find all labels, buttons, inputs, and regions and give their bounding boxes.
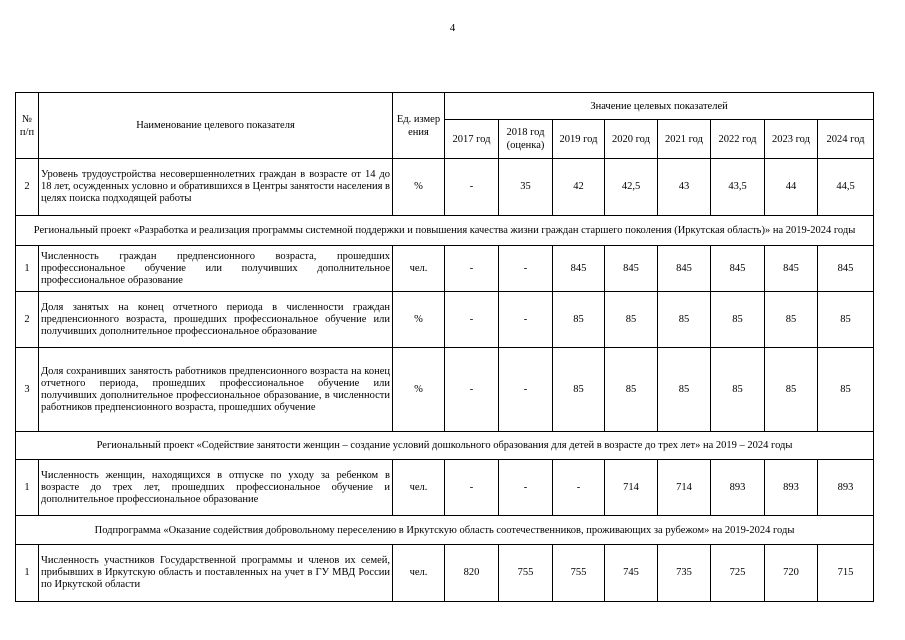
value-cell: 720 xyxy=(765,545,818,602)
value-cell: 845 xyxy=(658,246,711,292)
row-num: 3 xyxy=(16,348,39,432)
value-cell: 43 xyxy=(658,159,711,216)
target-indicators-table xyxy=(15,92,874,602)
unit-cell: чел. xyxy=(393,545,445,602)
value-cell: 845 xyxy=(605,246,658,292)
indicator-name: Численность граждан предпенсионного возраста, прошедших профессиональное обучение или получивших дополнительное профессиональное образование xyxy=(39,246,393,292)
value-cell: 85 xyxy=(605,348,658,432)
value-cell: 85 xyxy=(553,292,605,348)
value-cell: 43,5 xyxy=(711,159,765,216)
section-title: Региональный проект «Разработка и реализация программы системной поддержки и повышения качества жизни граждан старшего поколения (Иркутская область)» на 2019-2024 годы xyxy=(16,216,874,246)
page-number: 4 xyxy=(449,22,456,34)
value-cell: 893 xyxy=(711,460,765,516)
header-unit: Ед. измер ения xyxy=(393,93,445,159)
section-title: Региональный проект «Содействие занятости женщин – создание условий дошкольного образования для детей в возрасте до трех лет» на 2019 – 2024 годы xyxy=(16,432,874,460)
section-row xyxy=(16,516,874,545)
value-cell: - xyxy=(499,460,553,516)
unit-cell: чел. xyxy=(393,460,445,516)
section-row xyxy=(16,216,874,246)
header-year: 2019 год xyxy=(553,120,605,159)
value-cell: 85 xyxy=(711,292,765,348)
value-cell: 755 xyxy=(553,545,605,602)
value-cell: - xyxy=(445,460,499,516)
header-year: 2022 год xyxy=(711,120,765,159)
value-cell: 85 xyxy=(765,348,818,432)
value-cell: 44 xyxy=(765,159,818,216)
value-cell: 755 xyxy=(499,545,553,602)
value-cell: - xyxy=(445,159,499,216)
row-num: 2 xyxy=(16,159,39,216)
unit-cell: % xyxy=(393,159,445,216)
indicator-name: Численность женщин, находящихся в отпуске по уходу за ребенком в возрасте до трех лет, прошедших профессиональное обучение и дополнительное профессиональное образование xyxy=(39,460,393,516)
value-cell: 85 xyxy=(605,292,658,348)
value-cell: - xyxy=(499,292,553,348)
row-num: 1 xyxy=(16,460,39,516)
value-cell: 42,5 xyxy=(605,159,658,216)
value-cell: 35 xyxy=(499,159,553,216)
value-cell: 714 xyxy=(658,460,711,516)
unit-cell: чел. xyxy=(393,246,445,292)
section-title: Подпрограмма «Оказание содействия добровольному переселению в Иркутскую область соотечественников, проживающих за рубежом» на 2019-2024 годы xyxy=(16,516,874,545)
unit-cell: % xyxy=(393,348,445,432)
header-num: № п/п xyxy=(16,93,39,159)
header-year: 2020 год xyxy=(605,120,658,159)
table-row xyxy=(16,348,874,432)
indicator-name: Уровень трудоустройства несовершеннолетних граждан в возрасте от 14 до 18 лет, осужденных условно и обратившихся в Центры занятости населения в целях поиска подходящей работы xyxy=(39,159,393,216)
header-year: 2024 год xyxy=(818,120,874,159)
value-cell: 725 xyxy=(711,545,765,602)
header-year: 2017 год xyxy=(445,120,499,159)
table-row xyxy=(16,545,874,602)
value-cell: 714 xyxy=(605,460,658,516)
header-name: Наименование целевого показателя xyxy=(39,93,393,159)
table-row xyxy=(16,292,874,348)
table-row xyxy=(16,246,874,292)
value-cell: 893 xyxy=(765,460,818,516)
value-cell: - xyxy=(445,246,499,292)
table-row xyxy=(16,460,874,516)
value-cell: 85 xyxy=(658,348,711,432)
value-cell: - xyxy=(499,246,553,292)
header-year: 2023 год xyxy=(765,120,818,159)
value-cell: - xyxy=(499,348,553,432)
row-num: 1 xyxy=(16,246,39,292)
value-cell: 42 xyxy=(553,159,605,216)
value-cell: - xyxy=(445,292,499,348)
header-year: 2018 год (оценка) xyxy=(499,120,553,159)
value-cell: 893 xyxy=(818,460,874,516)
indicator-name: Численность участников Государственной программы и членов их семей, прибывших в Иркутскую область и поставленных на учет в ГУ МВД России по Иркутской области xyxy=(39,545,393,602)
table-row xyxy=(16,159,874,216)
indicator-name: Доля сохранивших занятость работников предпенсионного возраста на конец отчетного периода, прошедших профессиональное обучение или получивших дополнительное профессиональное образование, в численности работников предпенсионного возраста, прошедших обучение xyxy=(39,348,393,432)
header-values-group: Значение целевых показателей xyxy=(445,93,874,120)
value-cell: 44,5 xyxy=(818,159,874,216)
value-cell: 85 xyxy=(553,348,605,432)
indicator-name: Доля занятых на конец отчетного периода в численности граждан предпенсионного возраста, прошедших профессиональное обучение или получивших дополнительное профессиональное образование xyxy=(39,292,393,348)
row-num: 1 xyxy=(16,545,39,602)
value-cell: 85 xyxy=(818,348,874,432)
value-cell: 85 xyxy=(818,292,874,348)
section-row xyxy=(16,432,874,460)
row-num: 2 xyxy=(16,292,39,348)
value-cell: 845 xyxy=(553,246,605,292)
unit-cell: % xyxy=(393,292,445,348)
value-cell: - xyxy=(445,348,499,432)
value-cell: 845 xyxy=(765,246,818,292)
value-cell: 85 xyxy=(711,348,765,432)
header-year: 2021 год xyxy=(658,120,711,159)
value-cell: 820 xyxy=(445,545,499,602)
value-cell: 735 xyxy=(658,545,711,602)
value-cell: - xyxy=(553,460,605,516)
value-cell: 715 xyxy=(818,545,874,602)
value-cell: 845 xyxy=(818,246,874,292)
value-cell: 845 xyxy=(711,246,765,292)
value-cell: 85 xyxy=(765,292,818,348)
value-cell: 745 xyxy=(605,545,658,602)
value-cell: 85 xyxy=(658,292,711,348)
